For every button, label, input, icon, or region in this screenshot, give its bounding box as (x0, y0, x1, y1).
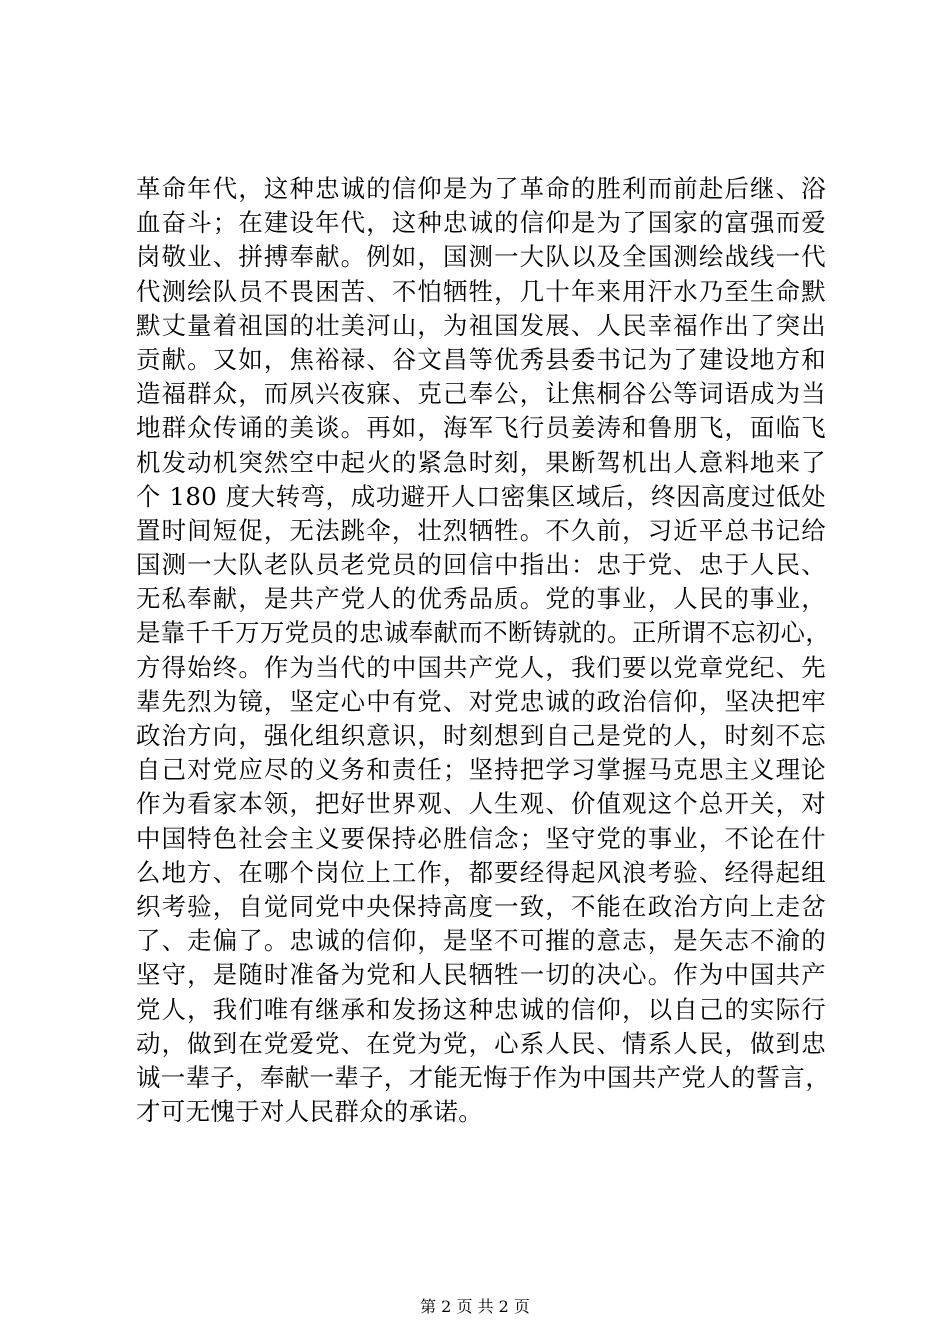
page-footer: 第 2 页 共 2 页 (420, 1297, 530, 1316)
text-line: 诚一辈子，奉献一辈子，才能无悔于作为中国共产党人的誓言， (136, 1062, 831, 1092)
text-line: 自己对党应尽的义务和责任；坚持把学习掌握马克思主义理论 (136, 755, 826, 785)
text-line: 中国特色社会主义要保持必胜信念；坚守党的事业，不论在什 (136, 823, 826, 853)
text-line: 了、走偏了。忠诚的信仰，是坚不可摧的意志，是矢志不渝的 (136, 926, 826, 956)
text-line: 革命年代，这种忠诚的信仰是为了革命的胜利而前赴后继、浴 (136, 174, 826, 203)
text-line: 地群众传诵的美谈。再如，海军飞行员姜涛和鲁朋飞，面临飞 (136, 413, 826, 443)
text-line: 置时间短促，无法跳伞，壮烈牺牲。不久前，习近平总书记给 (136, 515, 826, 545)
text-line: 动，做到在党爱党、在党为党，心系人民、情系人民，做到忠 (136, 1028, 826, 1058)
text-line: 代测绘队员不畏困苦、不怕牺牲，几十年来用汗水乃至生命默 (136, 276, 826, 306)
text-line: 么地方、在哪个岗位上工作，都要经得起风浪考验、经得起组 (136, 857, 826, 887)
text-line: 造福群众，而夙兴夜寐、克己奉公，让焦桐谷公等词语成为当 (136, 379, 826, 409)
text-line: 坚守，是随时准备为党和人民牺牲一切的决心。作为中国共产 (136, 960, 826, 990)
text-line: 是靠千千万万党员的忠诚奉献而不断铸就的。正所谓不忘初心， (136, 618, 831, 648)
text-line: 血奋斗；在建设年代，这种忠诚的信仰是为了国家的富强而爱 (136, 208, 826, 238)
text-line: 辈先烈为镜，坚定心中有党、对党忠诚的政治信仰，坚决把牢 (136, 686, 826, 716)
text-line: 党人，我们唯有继承和发扬这种忠诚的信仰，以自己的实际行 (136, 994, 826, 1024)
body-paragraph (136, 172, 831, 1129)
text-line: 方得始终。作为当代的中国共产党人，我们要以党章党纪、先 (136, 652, 826, 682)
text-line: 个 180 度大转弯，成功避开人口密集区域后，终因高度过低处 (136, 481, 826, 511)
text-line: 才可无愧于对人民群众的承诺。 (136, 1097, 484, 1127)
text-line: 无私奉献，是共产党人的优秀品质。党的事业，人民的事业， (136, 584, 826, 614)
text-line: 国测一大队老队员老党员的回信中指出：忠于党、忠于人民、 (136, 550, 826, 580)
text-line: 岗敬业、拼搏奉献。例如，国测一大队以及全国测绘战线一代 (136, 242, 826, 272)
text-line: 贡献。又如，焦裕禄、谷文昌等优秀县委书记为了建设地方和 (136, 344, 826, 374)
text-line: 作为看家本领，把好世界观、人生观、价值观这个总开关，对 (136, 789, 826, 819)
text-line: 织考验，自觉同党中央保持高度一致，不能在政治方向上走岔 (136, 891, 826, 921)
text-line: 政治方向，强化组织意识，时刻想到自己是党的人，时刻不忘 (136, 721, 826, 750)
text-line: 默丈量着祖国的壮美河山，为祖国发展、人民幸福作出了突出 (136, 310, 826, 340)
text-line: 机发动机突然空中起火的紧急时刻，果断驾机出人意料地来了 (136, 447, 826, 477)
